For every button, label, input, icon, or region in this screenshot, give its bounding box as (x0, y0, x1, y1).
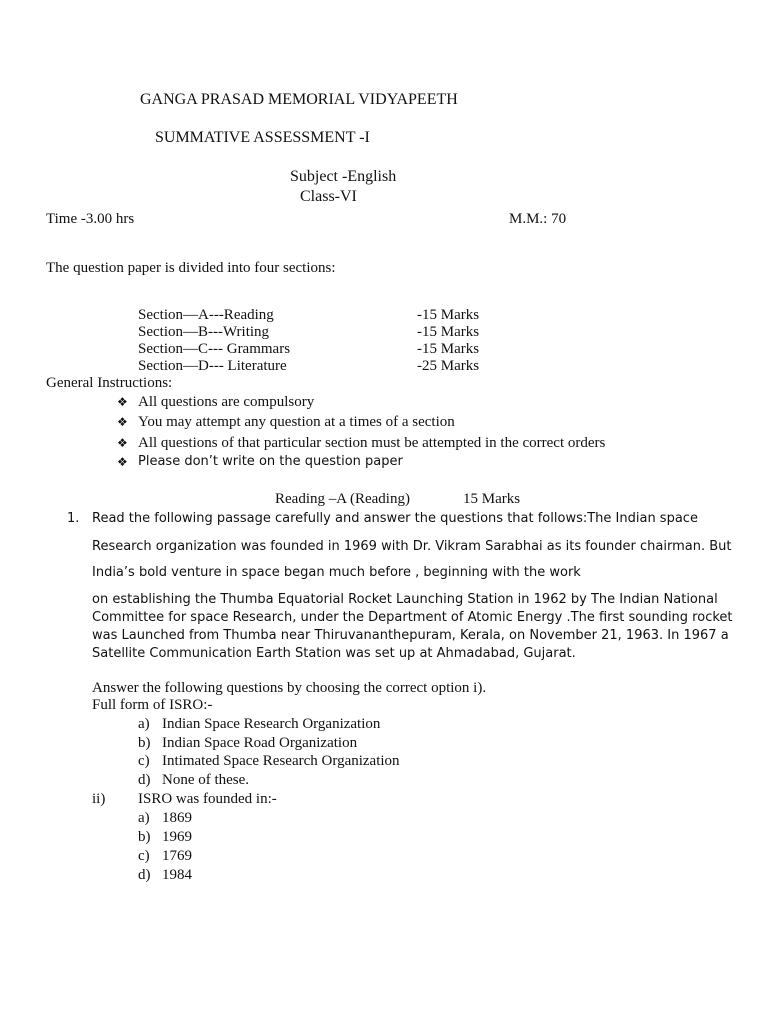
option-label: a) (138, 810, 150, 826)
intro-text: The question paper is divided into four sections: (46, 260, 336, 276)
class-label: Class-VI (300, 188, 357, 205)
section-name: Section—A---Reading (138, 307, 274, 323)
instruction-item: All questions are compulsory (138, 394, 315, 410)
option-label: b) (138, 829, 151, 845)
option-text: Indian Space Road Organization (162, 735, 358, 751)
passage-line: Read the following passage carefully and answer the questions that follows:The Indian space (92, 511, 698, 526)
option-text: 1769 (162, 848, 192, 864)
reading-marks: 15 Marks (463, 491, 521, 507)
passage-line: Satellite Communication Earth Station was set up at Ahmadabad, Gujarat. (92, 646, 576, 661)
subject-label: Subject -English (290, 168, 397, 185)
option-text: Intimated Space Research Organization (162, 753, 400, 769)
instruction-item: Please don’t write on the question paper (138, 454, 403, 469)
section-name: Section—D--- Literature (138, 358, 287, 374)
option-label: a) (138, 716, 150, 732)
option-text: None of these. (162, 772, 250, 788)
answer-intro: Answer the following questions by choosing the correct option i). (92, 680, 487, 696)
school-name: GANGA PRASAD MEMORIAL VIDYAPEETH (140, 91, 458, 108)
option-label: c) (138, 848, 150, 864)
option-label: d) (138, 867, 151, 883)
passage-line: Research organization was founded in 1969 with Dr. Vikram Sarabhai as its founder chairman. But (92, 539, 732, 554)
passage-line: was Launched from Thumba near Thiruvananthepuram, Kerala, on November 21, 1963. In 1967 a (92, 628, 729, 643)
option-text: 1869 (162, 810, 192, 826)
exam-title: SUMMATIVE ASSESSMENT -I (155, 129, 370, 146)
question-text: ISRO was founded in:- (138, 791, 277, 807)
reading-heading: Reading –A (Reading) (275, 491, 410, 507)
section-name: Section—B---Writing (138, 324, 270, 340)
question-number: ii) (92, 791, 106, 807)
passage-line: India’s bold venture in space began much before , beginning with the work (92, 565, 581, 580)
diamond-bullet-icon: ❖ (117, 395, 128, 409)
section-name: Section—C--- Grammars (138, 341, 291, 357)
instruction-item: All questions of that particular section must be attempted in the correct orders (138, 435, 606, 451)
option-label: b) (138, 735, 151, 751)
diamond-bullet-icon: ❖ (117, 436, 128, 450)
option-text: Indian Space Research Organization (162, 716, 381, 732)
instructions-heading: General Instructions: (46, 375, 173, 391)
question-number: 1. (67, 511, 80, 526)
passage-line: on establishing the Thumba Equatorial Rocket Launching Station in 1962 by The Indian National (92, 592, 718, 607)
option-label: d) (138, 772, 151, 788)
option-text: 1969 (162, 829, 192, 845)
option-label: c) (138, 753, 150, 769)
max-marks-label: M.M.: 70 (509, 211, 567, 227)
passage-line: Committee for space Research, under the Department of Atomic Energy .The first sounding rocket (92, 610, 733, 625)
section-marks: -15 Marks (417, 324, 480, 340)
question-text: Full form of ISRO:- (92, 697, 213, 713)
instruction-item: You may attempt any question at a times of a section (138, 414, 455, 430)
section-marks: -15 Marks (417, 307, 480, 323)
diamond-bullet-icon: ❖ (117, 455, 128, 469)
diamond-bullet-icon: ❖ (117, 415, 128, 429)
section-marks: -25 Marks (417, 358, 480, 374)
time-label: Time -3.00 hrs (46, 211, 135, 227)
option-text: 1984 (162, 867, 192, 883)
section-marks: -15 Marks (417, 341, 480, 357)
